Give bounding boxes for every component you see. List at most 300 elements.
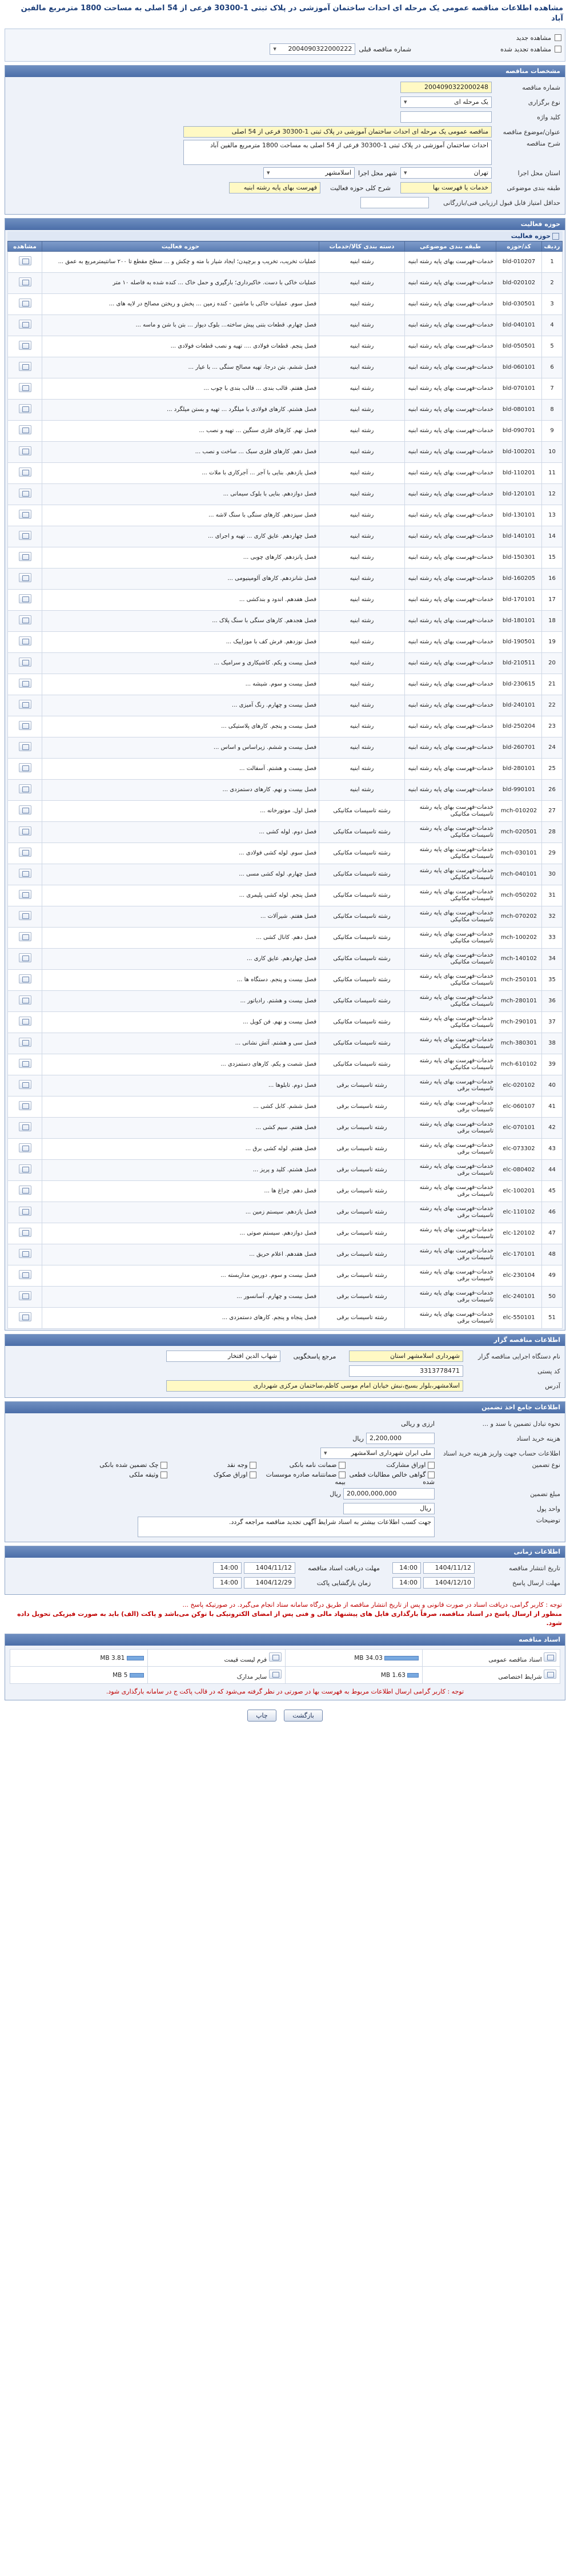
row-view-cell — [8, 273, 42, 294]
size-bar — [127, 1656, 144, 1660]
guarantee-type[interactable]: وجه نقد — [170, 1461, 256, 1469]
view-attachment-icon[interactable] — [19, 1207, 31, 1216]
size-bar — [130, 1673, 144, 1678]
table-row — [8, 928, 563, 949]
row-group: رشته ابنیه — [319, 653, 405, 674]
row-group: رشته تاسیسات برقی — [319, 1118, 405, 1139]
account-select[interactable]: ملی ایران شهرداری اسلامشهر ▾ — [320, 1448, 435, 1459]
row-activity: فصل ششم. بتن درجا، تهیه مصالح سنگی ... با عیار ... — [42, 357, 319, 378]
bid-deadline-time[interactable]: 14:00 — [392, 1577, 421, 1589]
row-number: 32 — [542, 906, 563, 928]
row-number: 35 — [542, 970, 563, 991]
row-number: 34 — [542, 949, 563, 970]
view-attachment-icon[interactable] — [19, 594, 31, 603]
row-classification: خدمات-فهرست بهای پایه رشته تاسیسات مکانیکی — [405, 970, 496, 991]
row-classification: خدمات-فهرست بهای پایه رشته تاسیسات برقی — [405, 1308, 496, 1329]
row-group: رشته تاسیسات مکانیکی — [319, 885, 405, 906]
view-attachment-icon[interactable] — [19, 1186, 31, 1195]
row-activity: عملیات خاکی با دست. خاکبرداری؛ بارگیری و حمل خاک ... کنده شده به فاصله ۱۰ متر — [42, 273, 319, 294]
row-number: 37 — [542, 1012, 563, 1033]
view-attachment-icon[interactable] — [19, 256, 31, 265]
doc-price-field[interactable]: 2,200,000 — [366, 1433, 435, 1444]
row-number: 33 — [542, 928, 563, 949]
row-view-cell — [8, 357, 42, 378]
row-group: رشته تاسیسات برقی — [319, 1308, 405, 1329]
table-row — [8, 759, 563, 780]
row-view-cell — [8, 1223, 42, 1244]
col-code: کد/حوزه — [496, 241, 542, 252]
row-view-cell — [8, 843, 42, 864]
tender-type-select[interactable]: یک مرحله ای ▾ — [400, 96, 492, 108]
table-row — [8, 1160, 563, 1181]
size-bar — [407, 1673, 419, 1678]
row-code: mch-100202 — [496, 928, 542, 949]
view-attachment-icon[interactable] — [19, 510, 31, 519]
row-classification: خدمات-فهرست بهای پایه رشته تاسیسات مکانیکی — [405, 1054, 496, 1075]
address-field[interactable]: اسلامشهر،بلوار بسیج،نبش خیابان امام موسی کاظم،ساختمان مرکزی شهرداری — [166, 1380, 463, 1392]
row-classification: خدمات-فهرست بهای پایه رشته ابنیه — [405, 378, 496, 400]
row-code: bld-090701 — [496, 421, 542, 442]
row-group: رشته تاسیسات مکانیکی — [319, 1033, 405, 1054]
scope-field[interactable]: فهرست بهای پایه رشته ابنیه — [229, 182, 320, 193]
row-code: elc-080402 — [496, 1160, 542, 1181]
col-classification: طبقه بندی موضوعی — [405, 241, 496, 252]
view-attachment-icon[interactable] — [19, 1164, 31, 1174]
view-attachment-icon[interactable] — [19, 1228, 31, 1237]
row-activity: فصل هجدهم. کارهای سنگی با سنگ پلاک ... — [42, 611, 319, 632]
row-activity: فصل یازدهم. سیستم زمین ... — [42, 1202, 319, 1223]
row-code: elc-230104 — [496, 1265, 542, 1287]
row-activity: فصل بیست و هشتم. آسفالت ... — [42, 759, 319, 780]
view-attachment-icon[interactable] — [19, 383, 31, 392]
row-code: bld-040101 — [496, 315, 542, 336]
view-attachment-icon[interactable] — [19, 995, 31, 1005]
row-view-cell — [8, 611, 42, 632]
table-row — [8, 357, 563, 378]
row-code: mch-380301 — [496, 1033, 542, 1054]
guarantee-type[interactable]: اوراق صکوک — [170, 1471, 256, 1486]
row-number: 36 — [542, 991, 563, 1012]
row-activity: فصل هشتم. کلید و پریز ... — [42, 1160, 319, 1181]
table-row — [8, 737, 563, 759]
row-classification: خدمات-فهرست بهای پایه رشته ابنیه — [405, 252, 496, 273]
row-code: bld-060101 — [496, 357, 542, 378]
view-attachment-icon[interactable] — [19, 784, 31, 793]
row-number: 19 — [542, 632, 563, 653]
view-attachment-icon[interactable] — [19, 1038, 31, 1047]
view-attachment-icon[interactable] — [19, 911, 31, 920]
view-attachment-icon[interactable] — [19, 573, 31, 582]
view-attachment-icon[interactable] — [19, 615, 31, 624]
row-group: رشته تاسیسات مکانیکی — [319, 906, 405, 928]
row-code: bld-140101 — [496, 526, 542, 547]
col-group: دسته بندی کالا/خدمات — [319, 241, 405, 252]
view-attachment-icon[interactable] — [19, 341, 31, 350]
row-view-cell — [8, 695, 42, 716]
view-attachment-icon[interactable] — [19, 700, 31, 709]
row-classification: خدمات-فهرست بهای پایه رشته ابنیه — [405, 294, 496, 315]
row-view-cell — [8, 315, 42, 336]
bid-deadline-field[interactable]: 1404/12/10 — [423, 1577, 475, 1589]
view-attachment-icon[interactable] — [19, 636, 31, 646]
row-activity: فصل بیست و سوم. دوربین مداربسته ... — [42, 1265, 319, 1287]
row-code: bld-990101 — [496, 780, 542, 801]
guarantee-type[interactable]: گواهی خالص مطالبات قطعی شده — [349, 1471, 435, 1486]
city-select[interactable]: اسلامشهر ▾ — [263, 167, 355, 179]
row-group: رشته ابنیه — [319, 505, 405, 526]
opening-time[interactable]: 14:00 — [213, 1577, 242, 1589]
table-row — [8, 569, 563, 590]
row-classification: خدمات-فهرست بهای پایه رشته تاسیسات برقی — [405, 1202, 496, 1223]
bid-deadline-label: مهلت ارسال پاسخ — [512, 1579, 560, 1587]
row-code: elc-020102 — [496, 1075, 542, 1096]
keyword-field[interactable] — [400, 111, 492, 123]
row-group: رشته ابنیه — [319, 252, 405, 273]
row-view-cell — [8, 526, 42, 547]
row-number: 20 — [542, 653, 563, 674]
view-attachment-icon[interactable] — [19, 742, 31, 751]
table-row — [8, 442, 563, 463]
table-row — [8, 991, 563, 1012]
row-code: bld-240101 — [496, 695, 542, 716]
row-activity: فصل نوزدهم. فرش کف با موزاییک ... — [42, 632, 319, 653]
row-number: 29 — [542, 843, 563, 864]
row-view-cell — [8, 590, 42, 611]
row-number: 50 — [542, 1287, 563, 1308]
row-classification: خدمات-فهرست بهای پایه رشته ابنیه — [405, 315, 496, 336]
tender-number-label: شماره مناقصه — [522, 83, 560, 91]
row-view-cell — [8, 885, 42, 906]
row-activity: فصل بیست و ششم. زیراساس و اساس ... — [42, 737, 319, 759]
view-attachment-icon[interactable] — [19, 1017, 31, 1026]
row-group: رشته تاسیسات برقی — [319, 1287, 405, 1308]
view-attachment-icon[interactable] — [19, 1249, 31, 1258]
guarantee-type[interactable]: چک تضمین شده بانکی — [81, 1461, 167, 1469]
doc-item[interactable]: سایر مدارک — [147, 1667, 285, 1684]
row-activity: فصل دهم. چراغ ها ... — [42, 1181, 319, 1202]
tender-title-field[interactable]: مناقصه عمومی یک مرحله ای احداث ساختمان آموزشی در پلاک ثبتی 1-30300 فرعی از 54 اصلی — [183, 126, 492, 138]
view-attachment-icon[interactable] — [19, 320, 31, 329]
table-row — [8, 1033, 563, 1054]
guarantee-type[interactable]: وثیقه ملکی — [81, 1471, 167, 1486]
doc-item[interactable]: فرم لیست قیمت — [147, 1650, 285, 1667]
view-attachment-icon[interactable] — [19, 974, 31, 983]
view-attachment-icon[interactable] — [19, 679, 31, 688]
table-row — [8, 505, 563, 526]
row-number: 27 — [542, 801, 563, 822]
row-view-cell — [8, 378, 42, 400]
view-attachment-icon[interactable] — [19, 1270, 31, 1279]
row-code: mch-280101 — [496, 991, 542, 1012]
view-attachment-icon[interactable] — [19, 552, 31, 561]
view-attachment-icon[interactable] — [19, 827, 31, 836]
row-view-cell — [8, 906, 42, 928]
view-attachment-icon[interactable] — [19, 805, 31, 815]
row-view-cell — [8, 294, 42, 315]
reference-field[interactable]: شهاب الدین افتخار — [166, 1351, 280, 1362]
row-group: رشته ابنیه — [319, 759, 405, 780]
row-classification: خدمات-فهرست بهای پایه رشته ابنیه — [405, 357, 496, 378]
row-classification: خدمات-فهرست بهای پایه رشته ابنیه — [405, 547, 496, 569]
row-group: رشته ابنیه — [319, 611, 405, 632]
row-classification: خدمات-فهرست بهای پایه رشته تاسیسات مکانیکی — [405, 843, 496, 864]
view-attachment-icon[interactable] — [19, 721, 31, 730]
table-row — [8, 970, 563, 991]
row-code: bld-070101 — [496, 378, 542, 400]
row-activity: فصل دهم. کارهای فلزی سبک ... ساخت و نصب ... — [42, 442, 319, 463]
row-number: 9 — [542, 421, 563, 442]
row-view-cell — [8, 780, 42, 801]
file-icon — [544, 1670, 556, 1679]
table-row — [8, 695, 563, 716]
postal-field[interactable]: 3313778471 — [349, 1365, 463, 1377]
activity-section — [5, 218, 565, 1331]
row-number: 10 — [542, 442, 563, 463]
row-activity: فصل هفتم. قالب بندی ... قالب بندی با چوب ... — [42, 378, 319, 400]
activity-sub-header: حوزه فعالیت — [7, 231, 563, 241]
row-number: 2 — [542, 273, 563, 294]
row-group: رشته تاسیسات برقی — [319, 1181, 405, 1202]
province-label: استان محل اجرا — [517, 169, 560, 177]
view-attachment-icon[interactable] — [19, 467, 31, 477]
row-activity: فصل بیست و سوم. شیشه ... — [42, 674, 319, 695]
row-classification: خدمات-فهرست بهای پایه رشته تاسیسات برقی — [405, 1265, 496, 1287]
table-row — [8, 273, 563, 294]
doc-deadline-time[interactable]: 14:00 — [213, 1562, 242, 1574]
city-label: شهر محل اجرا — [358, 169, 397, 177]
row-activity: فصل ششم. کابل کشی ... — [42, 1096, 319, 1118]
pub-time-field[interactable]: 14:00 — [392, 1562, 421, 1574]
row-group: رشته تاسیسات مکانیکی — [319, 928, 405, 949]
view-attachment-icon[interactable] — [19, 1059, 31, 1068]
qualification-field[interactable] — [360, 197, 429, 208]
table-row — [8, 294, 563, 315]
documents-warning: توجه : کاربر گرامی ارسال اطلاعات مربوط به فهرست بها در صورتی در نظر گرفته می‌شود که در قالب پاکت ج در سامانه بارگذاری شود. — [106, 1688, 464, 1695]
row-activity: فصل یازدهم. بنایی با آجر ... آجرکاری با ملات ... — [42, 463, 319, 484]
view-attachment-icon[interactable] — [19, 890, 31, 899]
guarantee-type[interactable]: ضمانت نامه بانکی — [259, 1461, 346, 1469]
table-row — [8, 1202, 563, 1223]
tender-desc-field[interactable]: احداث ساختمان آموزشی در پلاک ثبتی 1-30300 فرعی از 54 اصلی به مساحت 1800 مترمربع مالفین آباد — [183, 140, 492, 165]
view-attachment-icon[interactable] — [19, 932, 31, 941]
row-view-cell — [8, 1160, 42, 1181]
view-attachment-icon[interactable] — [19, 425, 31, 434]
view-attachment-icon[interactable] — [19, 277, 31, 287]
view-attachment-icon[interactable] — [19, 658, 31, 667]
row-classification: خدمات-فهرست بهای پایه رشته تاسیسات مکانیکی — [405, 864, 496, 885]
row-activity: فصل بیست و پنجم. کارهای پلاستیکی ... — [42, 716, 319, 737]
view-renewed-radio[interactable] — [555, 46, 561, 53]
row-activity: فصل پانزدهم. کارهای چوبی ... — [42, 547, 319, 569]
view-new-radio[interactable] — [555, 34, 561, 41]
table-row — [8, 716, 563, 737]
row-classification: خدمات-فهرست بهای پایه رشته تاسیسات برقی — [405, 1139, 496, 1160]
view-attachment-icon[interactable] — [19, 763, 31, 772]
row-code: bld-100201 — [496, 442, 542, 463]
row-view-cell — [8, 1118, 42, 1139]
row-code: bld-130101 — [496, 505, 542, 526]
row-code: bld-150301 — [496, 547, 542, 569]
row-view-cell — [8, 632, 42, 653]
doc-item[interactable]: شرایط اختصاصی — [423, 1667, 560, 1684]
view-attachment-icon[interactable] — [19, 1101, 31, 1110]
row-activity: فصل پنجم. قطعات فولادی .... تهیه و نصب قطعات فولادی ... — [42, 336, 319, 357]
table-row — [8, 1054, 563, 1075]
qualification-label: حداقل امتیاز قابل قبول ارزیابی فنی/بازرگانی — [443, 199, 560, 207]
tender-spec-header: مشخصات مناقصه — [5, 66, 565, 77]
row-number: 17 — [542, 590, 563, 611]
row-number: 4 — [542, 315, 563, 336]
tender-number-field[interactable]: 2004090322000248 — [400, 82, 492, 93]
row-classification: خدمات-فهرست بهای پایه رشته تاسیسات برقی — [405, 1118, 496, 1139]
file-icon — [544, 1652, 556, 1662]
row-group: رشته تاسیسات مکانیکی — [319, 822, 405, 843]
expand-icon[interactable] — [552, 233, 559, 240]
row-classification: خدمات-فهرست بهای پایه رشته تاسیسات برقی — [405, 1181, 496, 1202]
table-row — [8, 590, 563, 611]
table-row — [8, 906, 563, 928]
guarantee-section — [5, 1401, 565, 1542]
table-row — [8, 822, 563, 843]
row-number: 38 — [542, 1033, 563, 1054]
row-number: 13 — [542, 505, 563, 526]
row-activity: فصل نهم. کارهای فلزی سنگین ... تهیه و نصب ... — [42, 421, 319, 442]
row-view-cell — [8, 1181, 42, 1202]
row-view-cell — [8, 1287, 42, 1308]
activity-table — [7, 241, 563, 1329]
table-row — [8, 547, 563, 569]
account-label: اطلاعات حساب جهت واریز هزینه خرید اسناد — [443, 1449, 560, 1457]
classification-field[interactable]: خدمات یا فهرست بها — [400, 182, 492, 193]
row-activity: فصل دوم. لوله کشی ... — [42, 822, 319, 843]
row-group: رشته تاسیسات مکانیکی — [319, 991, 405, 1012]
row-view-cell — [8, 1244, 42, 1265]
documents-section — [5, 1634, 565, 1700]
row-group: رشته ابنیه — [319, 716, 405, 737]
row-view-cell — [8, 1308, 42, 1329]
row-activity: فصل بیست و چهارم. آسانسور ... — [42, 1287, 319, 1308]
view-attachment-icon[interactable] — [19, 299, 31, 308]
row-number: 22 — [542, 695, 563, 716]
pub-date-field[interactable]: 1404/11/12 — [423, 1562, 475, 1574]
view-attachment-icon[interactable] — [19, 446, 31, 455]
row-code: mch-040101 — [496, 864, 542, 885]
organizer-section — [5, 1334, 565, 1398]
row-group: رشته تاسیسات برقی — [319, 1265, 405, 1287]
doc-price-unit: ریال — [352, 1434, 364, 1442]
row-group: رشته تاسیسات مکانیکی — [319, 1012, 405, 1033]
row-group: رشته ابنیه — [319, 400, 405, 421]
row-activity: عملیات تخریب، تخریب و برچیدن؛ ایجاد شیار با مته و چکش و ... سطح مقطع تا ۲۰۰ سانتیمترمربع به عمق ... — [42, 252, 319, 273]
doc-deadline-field[interactable]: 1404/11/12 — [244, 1562, 295, 1574]
doc-item[interactable]: اسناد مناقصه عمومی — [423, 1650, 560, 1667]
row-group: رشته تاسیسات برقی — [319, 1075, 405, 1096]
view-attachment-icon[interactable] — [19, 362, 31, 371]
row-classification: خدمات-فهرست بهای پایه رشته تاسیسات برقی — [405, 1096, 496, 1118]
view-attachment-icon[interactable] — [19, 869, 31, 878]
view-attachment-icon[interactable] — [19, 1312, 31, 1321]
exchange-label: نحوه تبادل تضمین با سند و ... — [482, 1420, 560, 1428]
province-select[interactable]: تهران ▾ — [400, 167, 492, 179]
doc-size: 3.81 MB — [10, 1650, 148, 1667]
view-attachment-icon[interactable] — [19, 1080, 31, 1089]
table-row — [8, 780, 563, 801]
view-attachment-icon[interactable] — [19, 1291, 31, 1300]
view-attachment-icon[interactable] — [19, 953, 31, 962]
view-attachment-icon[interactable] — [19, 531, 31, 540]
reference-label: مرجع پاسخگویی — [293, 1352, 336, 1360]
row-classification: خدمات-فهرست بهای پایه رشته ابنیه — [405, 737, 496, 759]
row-number: 43 — [542, 1139, 563, 1160]
row-group: رشته تاسیسات برقی — [319, 1160, 405, 1181]
view-attachment-icon[interactable] — [19, 489, 31, 498]
row-number: 3 — [542, 294, 563, 315]
row-code: bld-190501 — [496, 632, 542, 653]
view-new-label: مشاهده جدید — [516, 34, 551, 42]
row-classification: خدمات-فهرست بهای پایه رشته ابنیه — [405, 463, 496, 484]
row-activity: فصل شانزدهم. کارهای آلومینیومی ... — [42, 569, 319, 590]
row-code: mch-020501 — [496, 822, 542, 843]
row-code: elc-170101 — [496, 1244, 542, 1265]
row-number: 47 — [542, 1223, 563, 1244]
row-group: رشته تاسیسات مکانیکی — [319, 801, 405, 822]
row-group: رشته ابنیه — [319, 273, 405, 294]
view-attachment-icon[interactable] — [19, 404, 31, 413]
view-attachment-icon[interactable] — [19, 1143, 31, 1152]
row-number: 24 — [542, 737, 563, 759]
guarantee-desc-field[interactable]: جهت کسب اطلاعات بیشتر به اسناد شرایط آگهی تجدید مناقصه مراجعه گردد. — [138, 1517, 435, 1537]
row-view-cell — [8, 864, 42, 885]
currency-unit-field[interactable]: ریال — [343, 1503, 435, 1514]
row-number: 8 — [542, 400, 563, 421]
row-number: 30 — [542, 864, 563, 885]
row-number: 18 — [542, 611, 563, 632]
row-code: elc-073302 — [496, 1139, 542, 1160]
row-activity: فصل بیست و نهم. فن کویل ... — [42, 1012, 319, 1033]
col-activity: حوزه فعالیت — [42, 241, 319, 252]
row-classification: خدمات-فهرست بهای پایه رشته ابنیه — [405, 611, 496, 632]
row-number: 14 — [542, 526, 563, 547]
address-label: آدرس — [545, 1382, 560, 1390]
row-group: رشته ابنیه — [319, 737, 405, 759]
currency-label: ارزی و ریالی — [401, 1420, 435, 1428]
amount-field[interactable]: 20,000,000,000 — [343, 1488, 435, 1499]
page-title: مشاهده اطلاعات مناقصه عمومی یک مرحله ای احداث ساختمان آموزشی در پلاک ثبتی 1-30300 فرعی از 54 اصلی به مساحت 1800 مترمربع مالفین آباد — [21, 4, 563, 23]
row-classification: خدمات-فهرست بهای پایه رشته ابنیه — [405, 505, 496, 526]
return-button[interactable]: بازگشت — [284, 1710, 323, 1722]
row-code: bld-030501 — [496, 294, 542, 315]
view-attachment-icon[interactable] — [19, 1122, 31, 1131]
row-activity: فصل بیست و چهارم. رنگ آمیزی ... — [42, 695, 319, 716]
row-view-cell — [8, 569, 42, 590]
prev-tender-select[interactable]: 2004090322000222 ▾ — [270, 43, 355, 55]
opening-field[interactable]: 1404/12/29 — [244, 1577, 295, 1589]
organizer-name-field[interactable]: شهرداری اسلامشهر استان — [349, 1351, 463, 1362]
row-view-cell — [8, 484, 42, 505]
guarantee-type[interactable]: ضمانتنامه صادره موسسات بیمه — [266, 1471, 346, 1486]
table-row — [8, 1287, 563, 1308]
row-activity: فصل اول. موتورخانه ... — [42, 801, 319, 822]
row-activity: فصل سوم. عملیات خاکی با ماشین - کنده زمین ... پخش و ریختن مصالح در لایه های ... — [42, 294, 319, 315]
guarantee-type[interactable]: اوراق مشارکت — [348, 1461, 435, 1469]
table-row — [8, 421, 563, 442]
row-activity: فصل چهارم. لوله کشی مسی ... — [42, 864, 319, 885]
print-button[interactable]: چاپ — [247, 1710, 276, 1722]
table-row — [8, 484, 563, 505]
row-number: 21 — [542, 674, 563, 695]
view-attachment-icon[interactable] — [19, 848, 31, 857]
tender-title-label: عنوان/موضوع مناقصه — [503, 128, 560, 136]
